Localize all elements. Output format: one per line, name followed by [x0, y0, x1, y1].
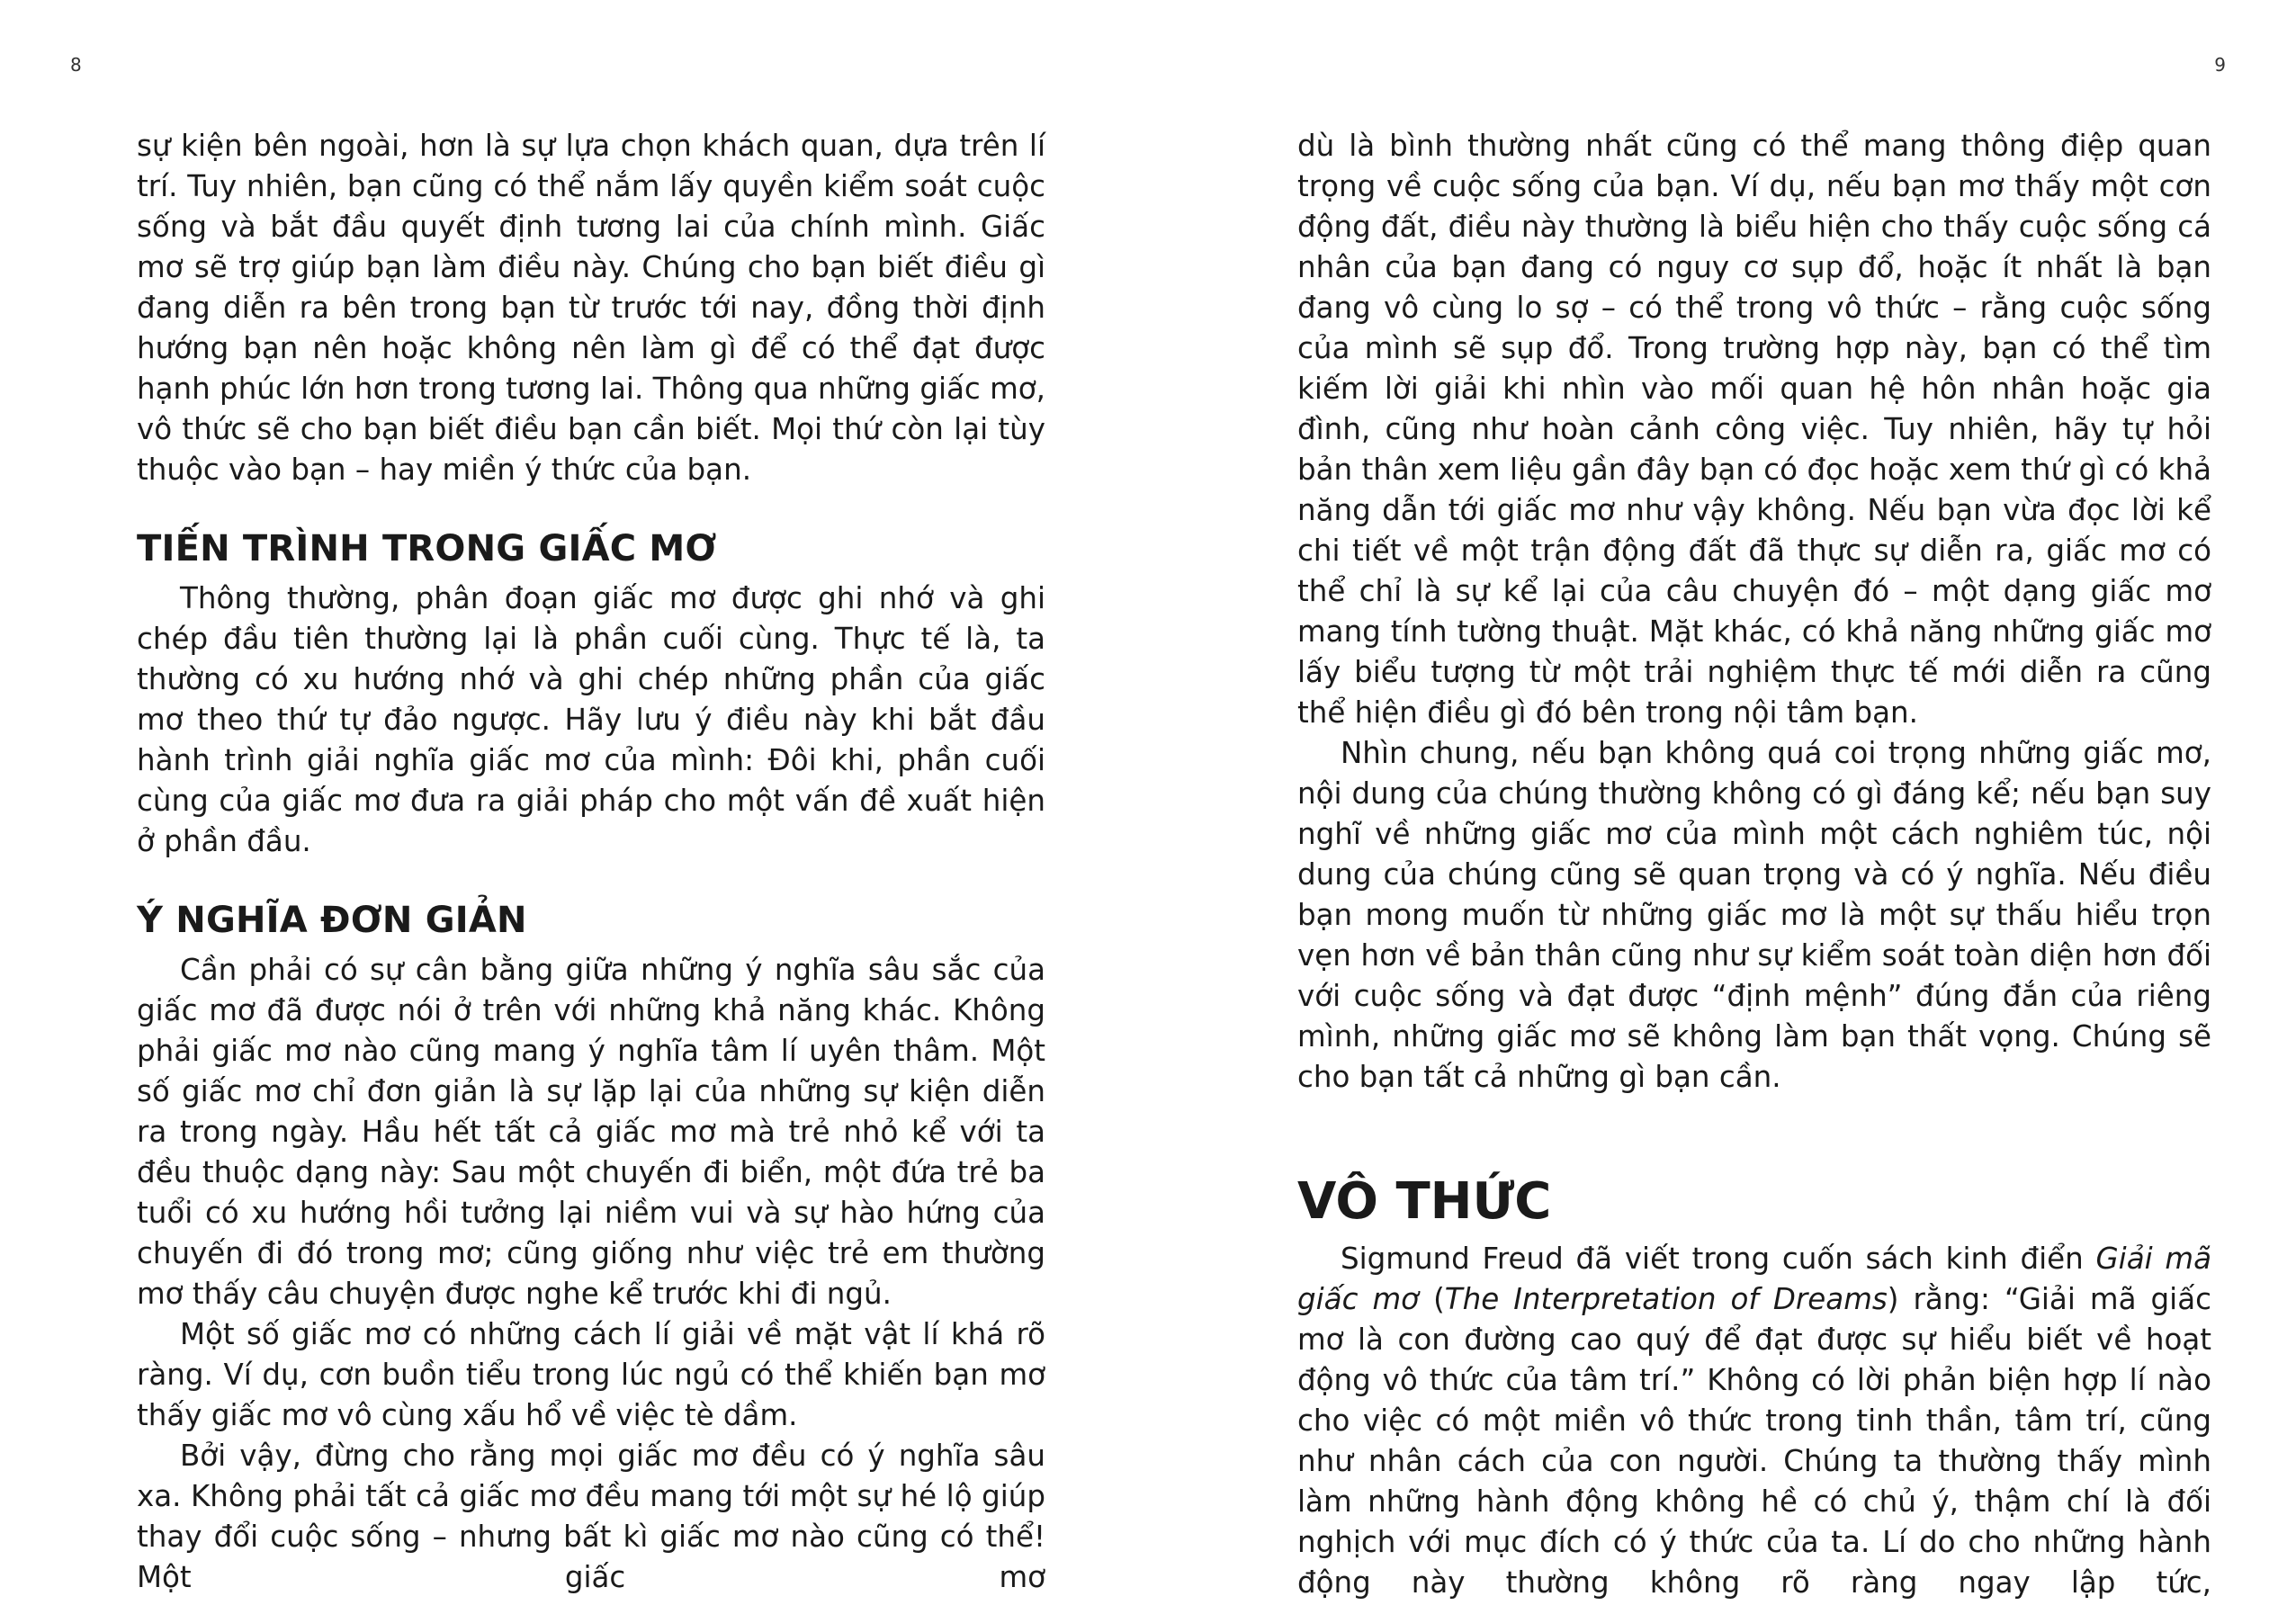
freud-text-paren: ( [1419, 1282, 1445, 1316]
section-paragraph-y-nghia-2: Một số giấc mơ có những cách lí giải về mặt vật lí khá rõ ràng. Ví dụ, cơn buồn tiểu trong lúc ngủ có thể khiến bạn mơ thấy giấc mơ vô cùng xấu hổ về việc tè dầm. [137, 1317, 1045, 1432]
chapter-heading-vo-thuc: VÔ THỨC [1297, 1172, 1552, 1231]
right-page [1148, 0, 2296, 1623]
section-heading-y-nghia: Ý NGHĨA ĐƠN GIẢN [137, 900, 527, 941]
continuation-paragraph: dù là bình thường nhất cũng có thể mang thông điệp quan trọng về cuộc sống của bạn. Ví dụ, nếu bạn mơ thấy một cơn động đất, điều này thường là biểu hiện cho thấy cuộc sống cá nhân của bạn đang có nguy cơ sụp đổ, hoặc ít nhất là bạn đang vô cùng lo sợ – có thể trong vô thức – rằng cuộc sống của mình sẽ sụp đổ. Trong trường hợp này, bạn có thể tìm kiếm lời giải khi nhìn vào mối quan hệ hôn nhân hoặc gia đình, cũng như hoàn cảnh công việc. Tuy nhiên, hãy tự hỏi bản thân xem liệu gần đây bạn có đọc hoặc xem thứ gì có khả năng dẫn tới giấc mơ như vậy không. Nếu bạn vừa đọc lời kể chi tiết về một trận động đất đã thực sự diễn ra, giấc mơ có thể chỉ là sự kể lại của câu chuyện đó – một dạng giấc mơ mang tính tường thuật. Mặt khác, có khả năng những giấc mơ lấy biểu tượng từ một trải nghiệm thực tế mới diễn ra cũng thể hiện điều gì đó bên trong nội tâm bạn. [1297, 129, 2211, 730]
section-paragraph-y-nghia-3: Bởi vậy, đừng cho rằng mọi giấc mơ đều có ý nghĩa sâu xa. Không phải tất cả giấc mơ đều mang tới một sự hé lộ giúp thay đổi cuộc sống – nhưng bất kì giấc mơ nào cũng có thể! Một giấc mơ [137, 1439, 1045, 1594]
section-paragraph-tien-trinh: Thông thường, phân đoạn giấc mơ được ghi nhớ và ghi chép đầu tiên thường lại là phần cuối cùng. Thực tế là, ta thường có xu hướng nhớ và ghi chép những phần của giấc mơ theo thứ tự đảo ngược. Hãy lưu ý điều này khi bắt đầu hành trình giải nghĩa giấc mơ của mình: Đôi khi, phần cuối cùng của giấc mơ đưa ra giải pháp cho một vấn đề xuất hiện ở phần đầu. [137, 581, 1045, 858]
right-text-column [1297, 126, 2211, 1603]
section-paragraph-y-nghia-1: Cần phải có sự cân bằng giữa những ý nghĩa sâu sắc của giấc mơ đã được nói ở trên với những khả năng khác. Không phải giấc mơ nào cũng mang ý nghĩa tâm lí uyên thâm. Một số giấc mơ chỉ đơn giản là sự lặp lại của những sự kiện diễn ra trong ngày. Hầu hết tất cả giấc mơ mà trẻ nhỏ kể với ta đều thuộc dạng này: Sau một chuyến đi biển, một đứa trẻ ba tuổi có xu hướng hồi tưởng lại niềm vui và sự hào hứng của chuyến đi đó trong mơ; cũng giống như việc trẻ em thường mơ thấy câu chuyện được nghe kể trước khi đi ngủ. [137, 953, 1045, 1311]
freud-text-start: Sigmund Freud đã viết trong cuốn sách kinh điển [1341, 1242, 2096, 1276]
book-title-vietnamese: Giải mã giấc mơ [1297, 1242, 2211, 1316]
freud-text-rest: ) rằng: “Giải mã giấc mơ là con đường cao quý để đạt được sự hiểu biết về hoạt động vô thức của tâm trí.” Không có lời phản biện hợp lí nào cho việc có một miền vô thức trong tinh thần, tâm trí, cũng như nhân cách của con người. Chúng ta thường thấy mình làm những hành động không hề có chủ ý, thậm chí là đối nghịch với mục đích có ý thức của ta. Lí do cho những hành động này thường không rõ ràng ngay lập tức, [1297, 1282, 2211, 1600]
left-text-column [137, 126, 1045, 1598]
intro-paragraph: sự kiện bên ngoài, hơn là sự lựa chọn khách quan, dựa trên lí trí. Tuy nhiên, bạn cũng có thể nắm lấy quyền kiểm soát cuộc sống và bắt đầu quyết định tương lai của chính mình. Giấc mơ sẽ trợ giúp bạn làm điều này. Chúng cho bạn biết điều gì đang diễn ra bên trong bạn từ trước tới nay, đồng thời định hướng bạn nên hoặc không nên làm gì để có thể đạt được hạnh phúc lớn hơn trong tương lai. Thông qua những giấc mơ, vô thức sẽ cho bạn biết điều bạn cần biết. Mọi thứ còn lại tùy thuộc vào bạn – hay miền ý thức của bạn. [137, 129, 1045, 487]
summary-paragraph: Nhìn chung, nếu bạn không quá coi trọng những giấc mơ, nội dung của chúng thường không có gì đáng kể; nếu bạn suy nghĩ về những giấc mơ của mình một cách nghiêm túc, nội dung của chúng cũng sẽ quan trọng và có ý nghĩa. Nếu điều bạn mong muốn từ những giấc mơ là một sự thấu hiểu trọn vẹn hơn về bản thân cũng như sự kiểm soát toàn diện hơn đối với cuộc sống và đạt được “định mệnh” đúng đắn của riêng mình, những giấc mơ sẽ không làm bạn thất vọng. Chúng sẽ cho bạn tất cả những gì bạn cần. [1297, 736, 2211, 1094]
chapter-paragraph-freud [1297, 1239, 2211, 1603]
book-title-english: The Interpretation of Dreams [1444, 1282, 1888, 1316]
page-number-right: 9 [2214, 54, 2226, 76]
page-number-left: 8 [70, 54, 82, 76]
section-heading-tien-trinh: TIẾN TRÌNH TRONG GIẤC MƠ [137, 528, 717, 569]
